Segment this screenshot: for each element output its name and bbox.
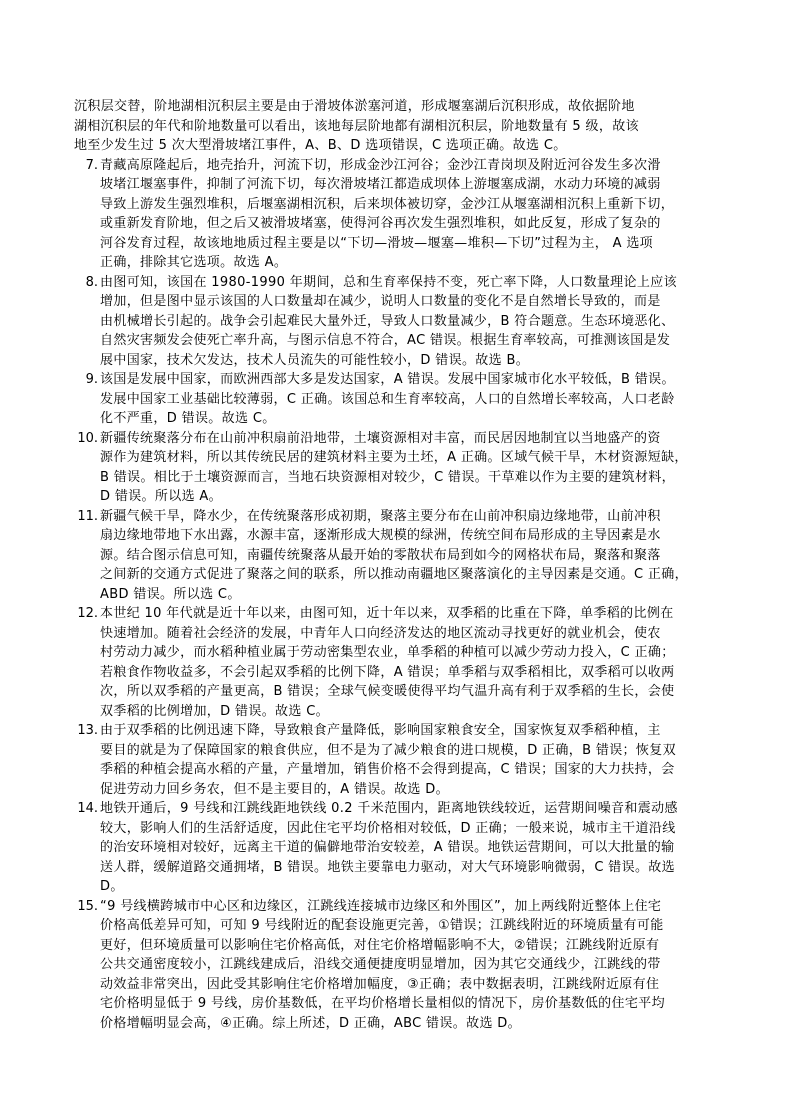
text-line: B 错误。相比于土壤资源而言，当地石块资源相对较少，C 错误。干草难以作为主要的建筑材料， [100,469,676,485]
text-line: 本世纪 10 年代就是近十年以来，由图可知，近十年以来，双季稻的比重在下降，单季稻的比例在 [100,606,674,621]
text-line: 次，所以双季稻的产量更高，B 错误；全球气候变暖使得平均气温升高有利于双季稻的生长，会使 [100,684,675,699]
text-line: 导致上游发生强烈堆积，后堰塞湖相沉积，后来坝体被切穿，金沙江从堰塞湖相沉积上重新下切， [100,196,675,212]
text-line: 或重新发育阶地，但之后又被滑坡堵塞，使得河谷再次发生强烈堆积，如此反复，形成了复杂的 [100,216,661,231]
text-line: 河谷发育过程，故该地地质过程主要是以“下切—滑坡—堰塞—堆积—下切”过程为主， A 选项 [100,235,654,251]
text-line: 源。结合图示信息可知，南疆传统聚落从最开始的零散状布局到如今的网格状布局，聚落和聚落 [100,547,661,563]
text-line: 由图可知，该国在 1980-1990 年期间，总和生育率保持不变，死亡率下降，人口数量理论上应该 [100,274,677,290]
item-number: 11. [77,508,98,524]
text-line: 展中国家，技术欠发达，技术人员流失的可能性较小，D 错误。故选 B。 [100,352,530,368]
item-body [100,507,734,605]
text-line: D 错误。所以选 A。 [100,489,223,504]
text-line: 坡堵江堰塞事件，抑制了河流下切，每次滑坡堵江都造成坝体上游堰塞成湖，水动力环境的减弱 [100,177,661,192]
text-line: 快速增加。随着社会经济的发展，中青年人口向经济发达的地区流动寻找更好的就业机会，使农 [100,625,661,641]
item-number: 14. [77,801,98,816]
text-line: 该国是发展中国家，而欧洲西部大多是发达国家，A 错误。发展中国家城市化水平较低，B 错误。 [100,372,675,387]
text-line: 村劳动力减少，而水稻种植业属于劳动密集型农业，单季稻的种植可以减少劳动力投入，C 正确； [100,645,675,660]
text-line: 正确，排除其它选项。故选 A。 [100,255,288,270]
text-line: 化不严重，D 错误。故选 C。 [100,411,276,426]
text-line: 发展中国家工业基础比较薄弱，C 正确。该国总和生育率较高，人口的自然增长率较高，人口老龄 [100,391,675,407]
text-line: ABD 错误。所以选 C。 [100,586,241,602]
item-number: 12. [77,606,98,621]
text-line: 促进劳动力回乡务农，但不是主要目的，A 错误。故选 D。 [100,781,449,797]
item-body [100,273,734,371]
item-body [100,604,734,721]
text-line: 青藏高原隆起后，地壳抬升，河流下切，形成金沙江河谷；金沙江青岗坝及附近河谷发生多次滑 [100,157,661,173]
text-line: 源作为建筑材料，所以其传统民居的建筑材料主要为土坯，A 正确。区域气候干旱，木材资源短缺， [100,450,688,465]
text-line: 较大，影响人们的生活舒适度，因此住宅平均价格相对较低，D 正确；一般来说，城市主干道沿线 [100,820,676,836]
text-line: 要目的就是为了保障国家的粮食供应，但不是为了减少粮食的进口规模，D 正确，B 错误；恢复双 [100,742,676,758]
text-line: 地至少发生过 5 次大型滑坡堵江事件，A、B、D 选项错误，C 选项正确。故选 C。 [74,138,567,153]
item-number: 13. [77,723,98,738]
text-line: 地铁开通后，9 号线和江跳线距地铁线 0.2 千米范围内，距离地铁线较近，运营期间噪音和震动感 [100,801,678,816]
text-line: 新疆气候干旱，降水少，在传统聚落形成初期，聚落主要分布在山前冲积扇边缘地带，山前冲积 [100,508,661,524]
text-line: 价格高低差异可知，可知 9 号线附近的配套设施更完善，①错误；江跳线附近的环境质量有可能 [100,918,664,933]
text-line: 新疆传统聚落分布在山前冲积扇前沿地带，土壤资源相对丰富，而民居因地制宜以当地盛产的资 [100,430,661,446]
text-line: 的治安环境相对较好，远离主干道的偏僻地带治安较差，A 错误。地铁运营期间，可以大批量的输 [100,840,675,855]
text-line: 公共交通密度较小，江跳线建成后，沿线交通便捷度明显增加，因为其它交通线少，江跳线的带 [100,957,661,972]
text-line: “9 号线横跨城市中心区和边缘区，江跳线连接城市边缘区和外围区”，加上两线附近整体上住宅 [100,898,662,914]
item-number: 9. [85,372,98,387]
item-number: 15. [77,898,98,914]
text-line: 湖相沉积层的年代和阶地数量可以看出，该地每层阶地都有湖相沉积层，阶地数量有 5 级，故该 [74,118,639,134]
item-body [100,370,734,429]
item-body [100,799,734,897]
text-line: 动效益非常突出，因此受其影响住宅价格增加幅度，③正确；表中数据表明，江跳线附近原有住 [100,976,660,992]
text-line: 由机械增长引起的。战争会引起难民大量外迁，导致人口数量减少，B 符合题意。生态环境恶化、 [100,313,675,329]
text-line: 更好，但环境质量可以影响住宅价格高低，对住宅价格增幅影响不大，②错误；江跳线附近原有 [100,937,660,953]
text-line: 宅价格明显低于 9 号线，房价基数低，在平均价格增长量相似的情况下，房价基数低的住宅平均 [100,996,665,1011]
item-body [100,721,734,799]
text-line: 扇边缘地带地下水出露，水源丰富，逐渐形成大规模的绿洲，传统空间布局形成的主导因素是水 [100,528,661,543]
text-line: 增加，但是图中显示该国的人口数量却在减少，说明人口数量的变化不是自然增长导致的，而是 [100,294,661,309]
item-body [100,156,734,273]
text-line: 价格增幅明显会高，④正确。综上所述，D 正确，ABC 错误。故选 D。 [100,1015,521,1031]
item-number: 10. [77,430,98,446]
item-number: 8. [85,274,98,290]
item-body [100,429,734,507]
text-line: 送人群，缓解道路交通拥堵，B 错误。地铁主要靠电力驱动，对大气环境影响微弱，C 错误。故选 [100,859,676,875]
item-number: 7. [85,157,98,173]
text-line: 若粮食作物收益多，不会引起双季稻的比例下降，A 错误；单季稻与双季稻相比，双季稻可以收两 [100,664,675,680]
text-line: 季稻的种植会提高水稻的产量，产量增加，销售价格不会得到提高，C 错误；国家的大力扶持，会 [100,762,675,777]
text-line: 由于双季稻的比例迅速下降，导致粮食产量降低，影响国家粮食安全，国家恢复双季稻种植，主 [100,723,661,738]
text-line: D。 [100,879,124,894]
text-line: 双季稻的比例增加，D 错误。故选 C。 [100,703,330,719]
item-body [100,897,734,1034]
text-line: 沉积层交替，阶地湖相沉积层主要是由于滑坡体淤塞河道，形成堰塞湖后沉积形成，故依据阶地 [74,99,635,114]
text-line: 之间新的交通方式促进了聚落之间的联系，所以推动南疆地区聚落演化的主导因素是交通。C 正确， [100,567,688,582]
intro-paragraph [74,97,724,156]
text-line: 自然灾害频发会使死亡率升高，与图示信息不符合，AC 错误。根据生育率较高，可推测该国是发 [100,333,671,348]
